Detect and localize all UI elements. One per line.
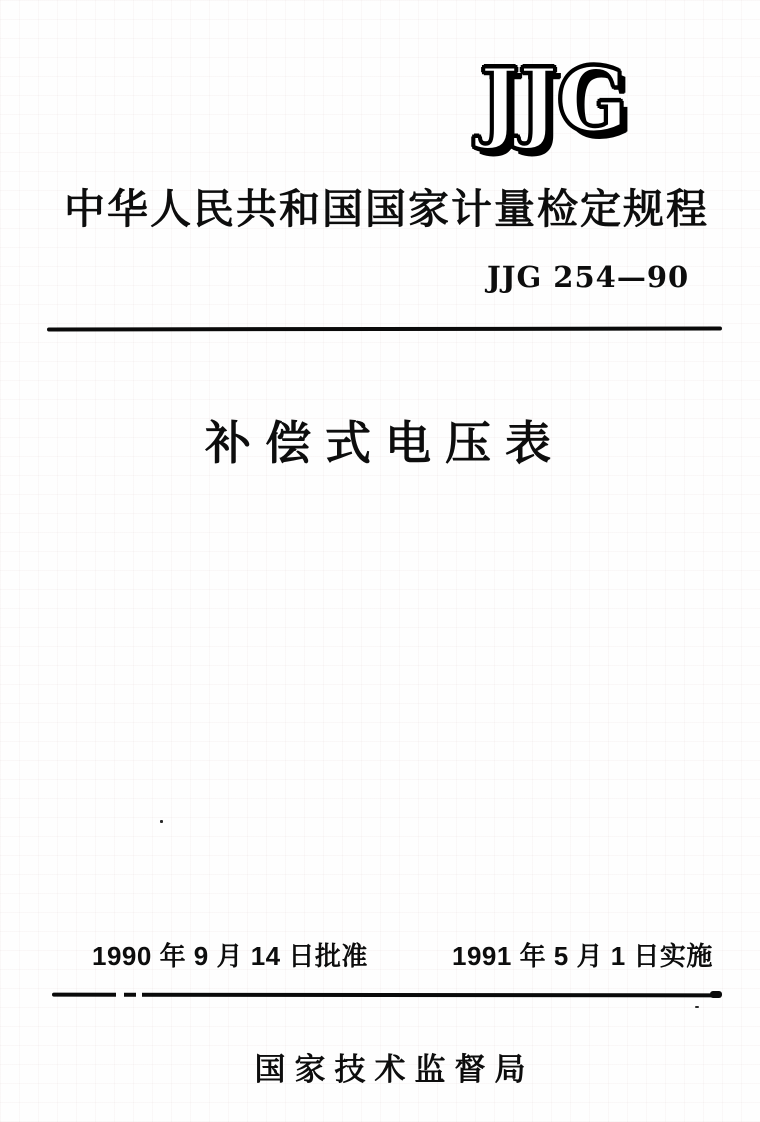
subject-title: 补偿式电压表 [205, 417, 565, 469]
approval-date: 1990 年 9 月 14 日批准 [92, 941, 368, 971]
scan-speck [160, 820, 163, 823]
issuing-authority: 国家技术监督局 [254, 1052, 535, 1087]
regulation-code: JJG 254—90 [487, 260, 690, 294]
scan-speck [695, 1006, 699, 1008]
rule-end-ink-blob [710, 991, 722, 998]
horizontal-rule-top [47, 327, 722, 332]
implementation-date: 1991 年 5 月 1 日实施 [452, 941, 713, 971]
horizontal-rule-bottom [52, 993, 720, 998]
jjg-logo: JJG [480, 48, 628, 152]
document-title: 中华人民共和国国家计量检定规程 [64, 186, 709, 232]
